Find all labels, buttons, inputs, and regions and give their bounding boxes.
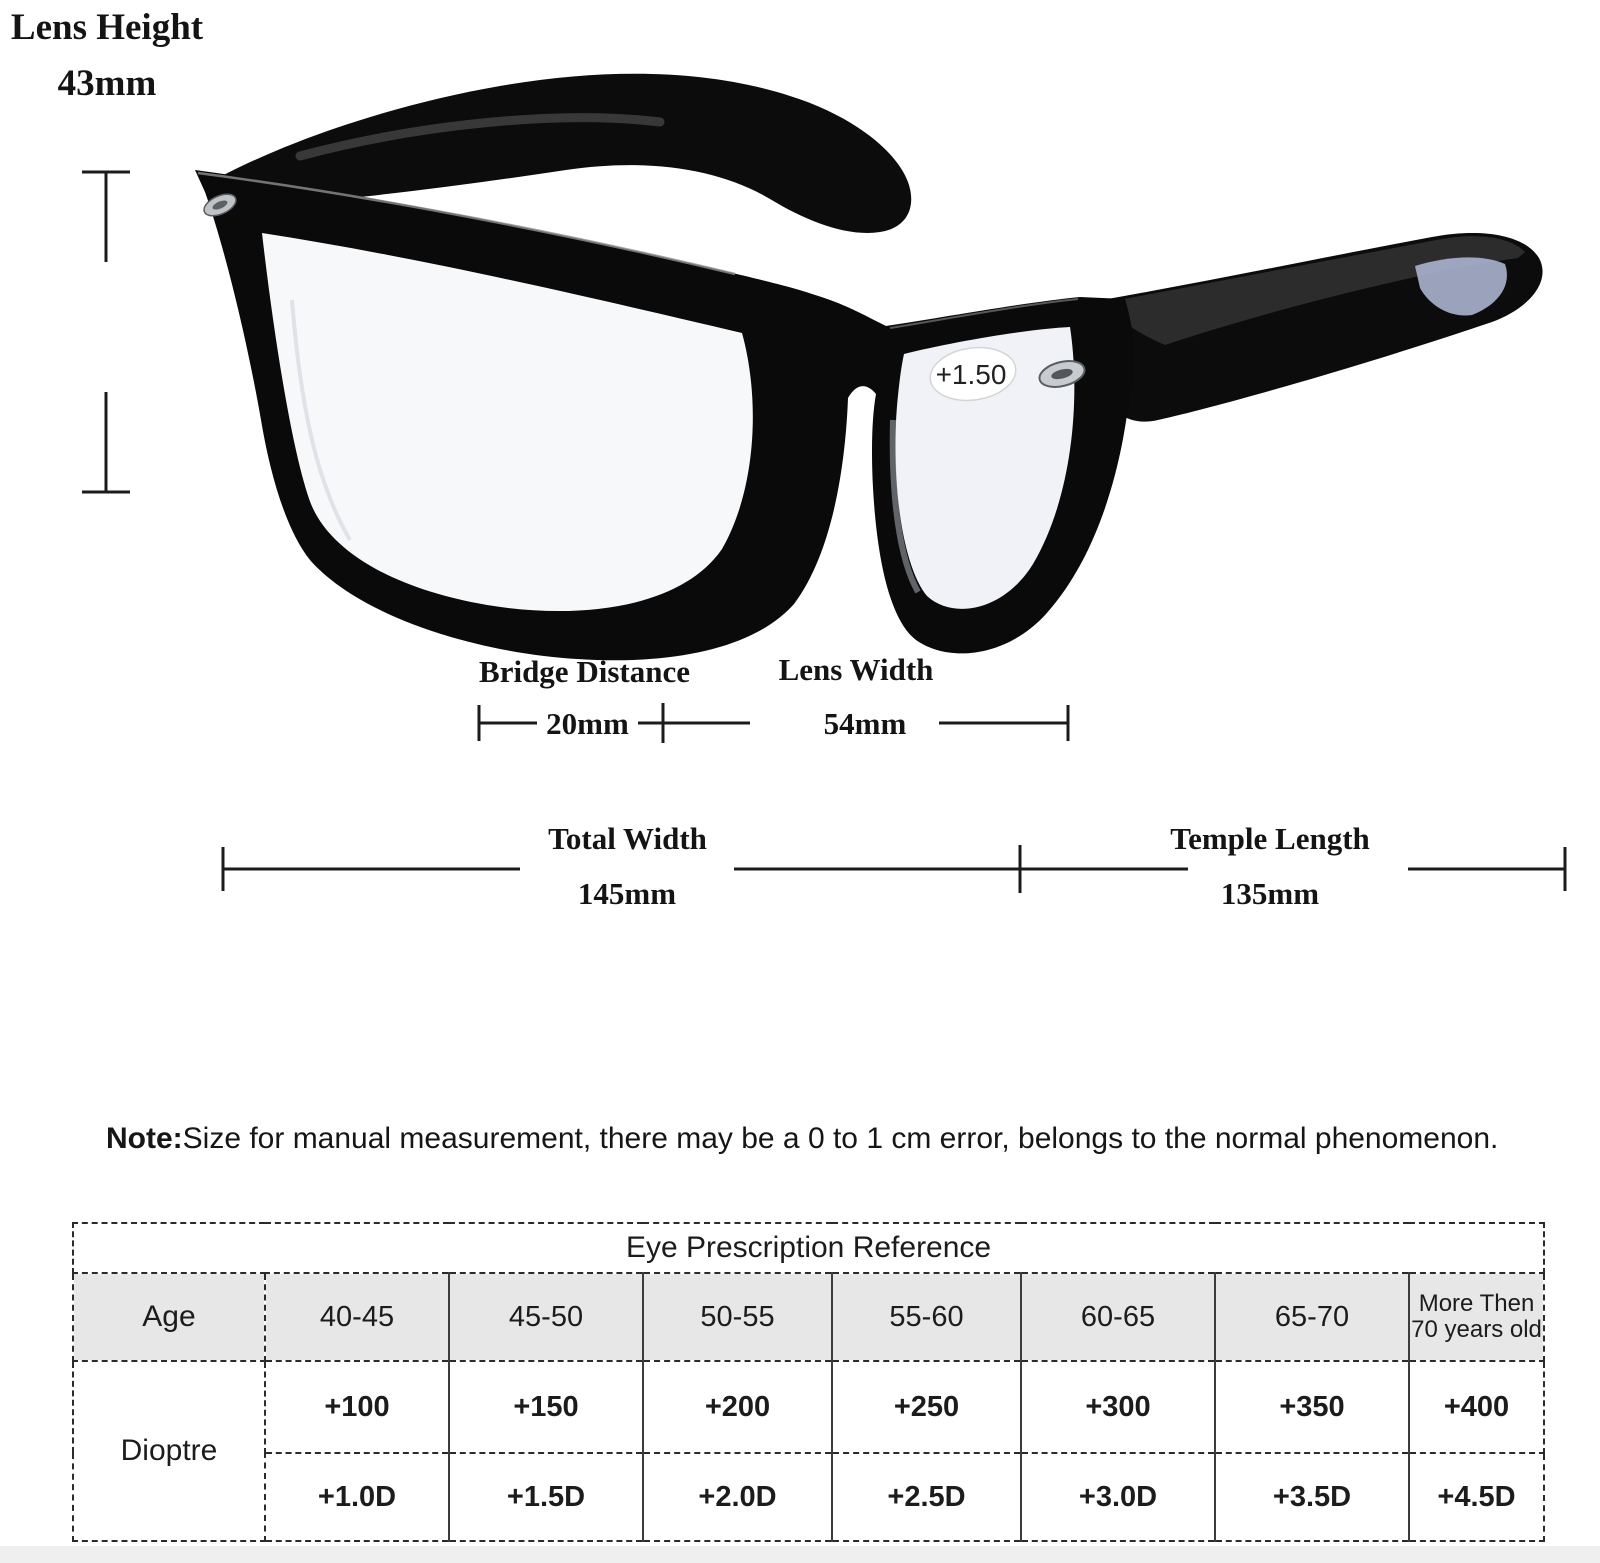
temple-length-label: Temple Length (1170, 821, 1370, 856)
note-prefix: Note: (106, 1122, 183, 1155)
bottom-gray-strip (0, 1546, 1600, 1563)
age-range-cell: 55-60 (832, 1273, 1021, 1361)
bridge-distance-value: 20mm (546, 706, 629, 741)
age-range-cell: 40-45 (265, 1273, 449, 1361)
lens-power-sticker-text: +1.50 (935, 359, 1007, 390)
bridge-distance-label: Bridge Distance (479, 654, 690, 689)
diopter-cell: +1.0D (265, 1453, 449, 1541)
diopter-cell: +2.0D (643, 1453, 832, 1541)
diopter-cell: +1.5D (449, 1453, 643, 1541)
power-cell: +150 (449, 1361, 643, 1453)
dioptre-row-label: Dioptre (73, 1361, 265, 1541)
dioptre-value-row (73, 1453, 1544, 1541)
age-header-row (73, 1273, 1544, 1361)
eye-prescription-reference-table (72, 1222, 1545, 1542)
lens-height-label: Lens Height (10, 7, 204, 48)
power-cell: +300 (1021, 1361, 1215, 1453)
total-width-label: Total Width (548, 821, 707, 856)
diopter-cell: +4.5D (1409, 1453, 1544, 1541)
table-title: Eye Prescription Reference (73, 1223, 1544, 1273)
power-cell: +200 (643, 1361, 832, 1453)
age-range-cell: 45-50 (449, 1273, 643, 1361)
diopter-cell: +2.5D (832, 1453, 1021, 1541)
lens-height-measure-line (82, 172, 130, 492)
power-cell: +400 (1409, 1361, 1544, 1453)
total-width-value: 145mm (577, 876, 677, 911)
diopter-cell: +3.5D (1215, 1453, 1409, 1541)
measurement-note (106, 1122, 1566, 1156)
power-cell: +100 (265, 1361, 449, 1453)
power-cell: +350 (1215, 1361, 1409, 1453)
note-text: Size for manual measurement, there may be a 0 to 1 cm error, belongs to the normal phenomenon. (182, 1122, 1499, 1155)
table-title-row (73, 1223, 1544, 1273)
lens-height-label-block (0, 0, 214, 112)
power-cell: +250 (832, 1361, 1021, 1453)
lens-width-value: 54mm (823, 706, 907, 741)
age-range-cell: 65-70 (1215, 1273, 1409, 1361)
lens-height-value: 43mm (57, 63, 157, 104)
diopter-cell: +3.0D (1021, 1453, 1215, 1541)
age-range-cell: More Then 70 years old (1409, 1273, 1544, 1361)
age-row-label: Age (73, 1273, 265, 1361)
age-range-cell: 50-55 (643, 1273, 832, 1361)
lens-width-label: Lens Width (778, 652, 934, 687)
dioptre-power-row (73, 1361, 1544, 1453)
temple-length-value: 135mm (1220, 876, 1320, 911)
age-range-cell: 60-65 (1021, 1273, 1215, 1361)
